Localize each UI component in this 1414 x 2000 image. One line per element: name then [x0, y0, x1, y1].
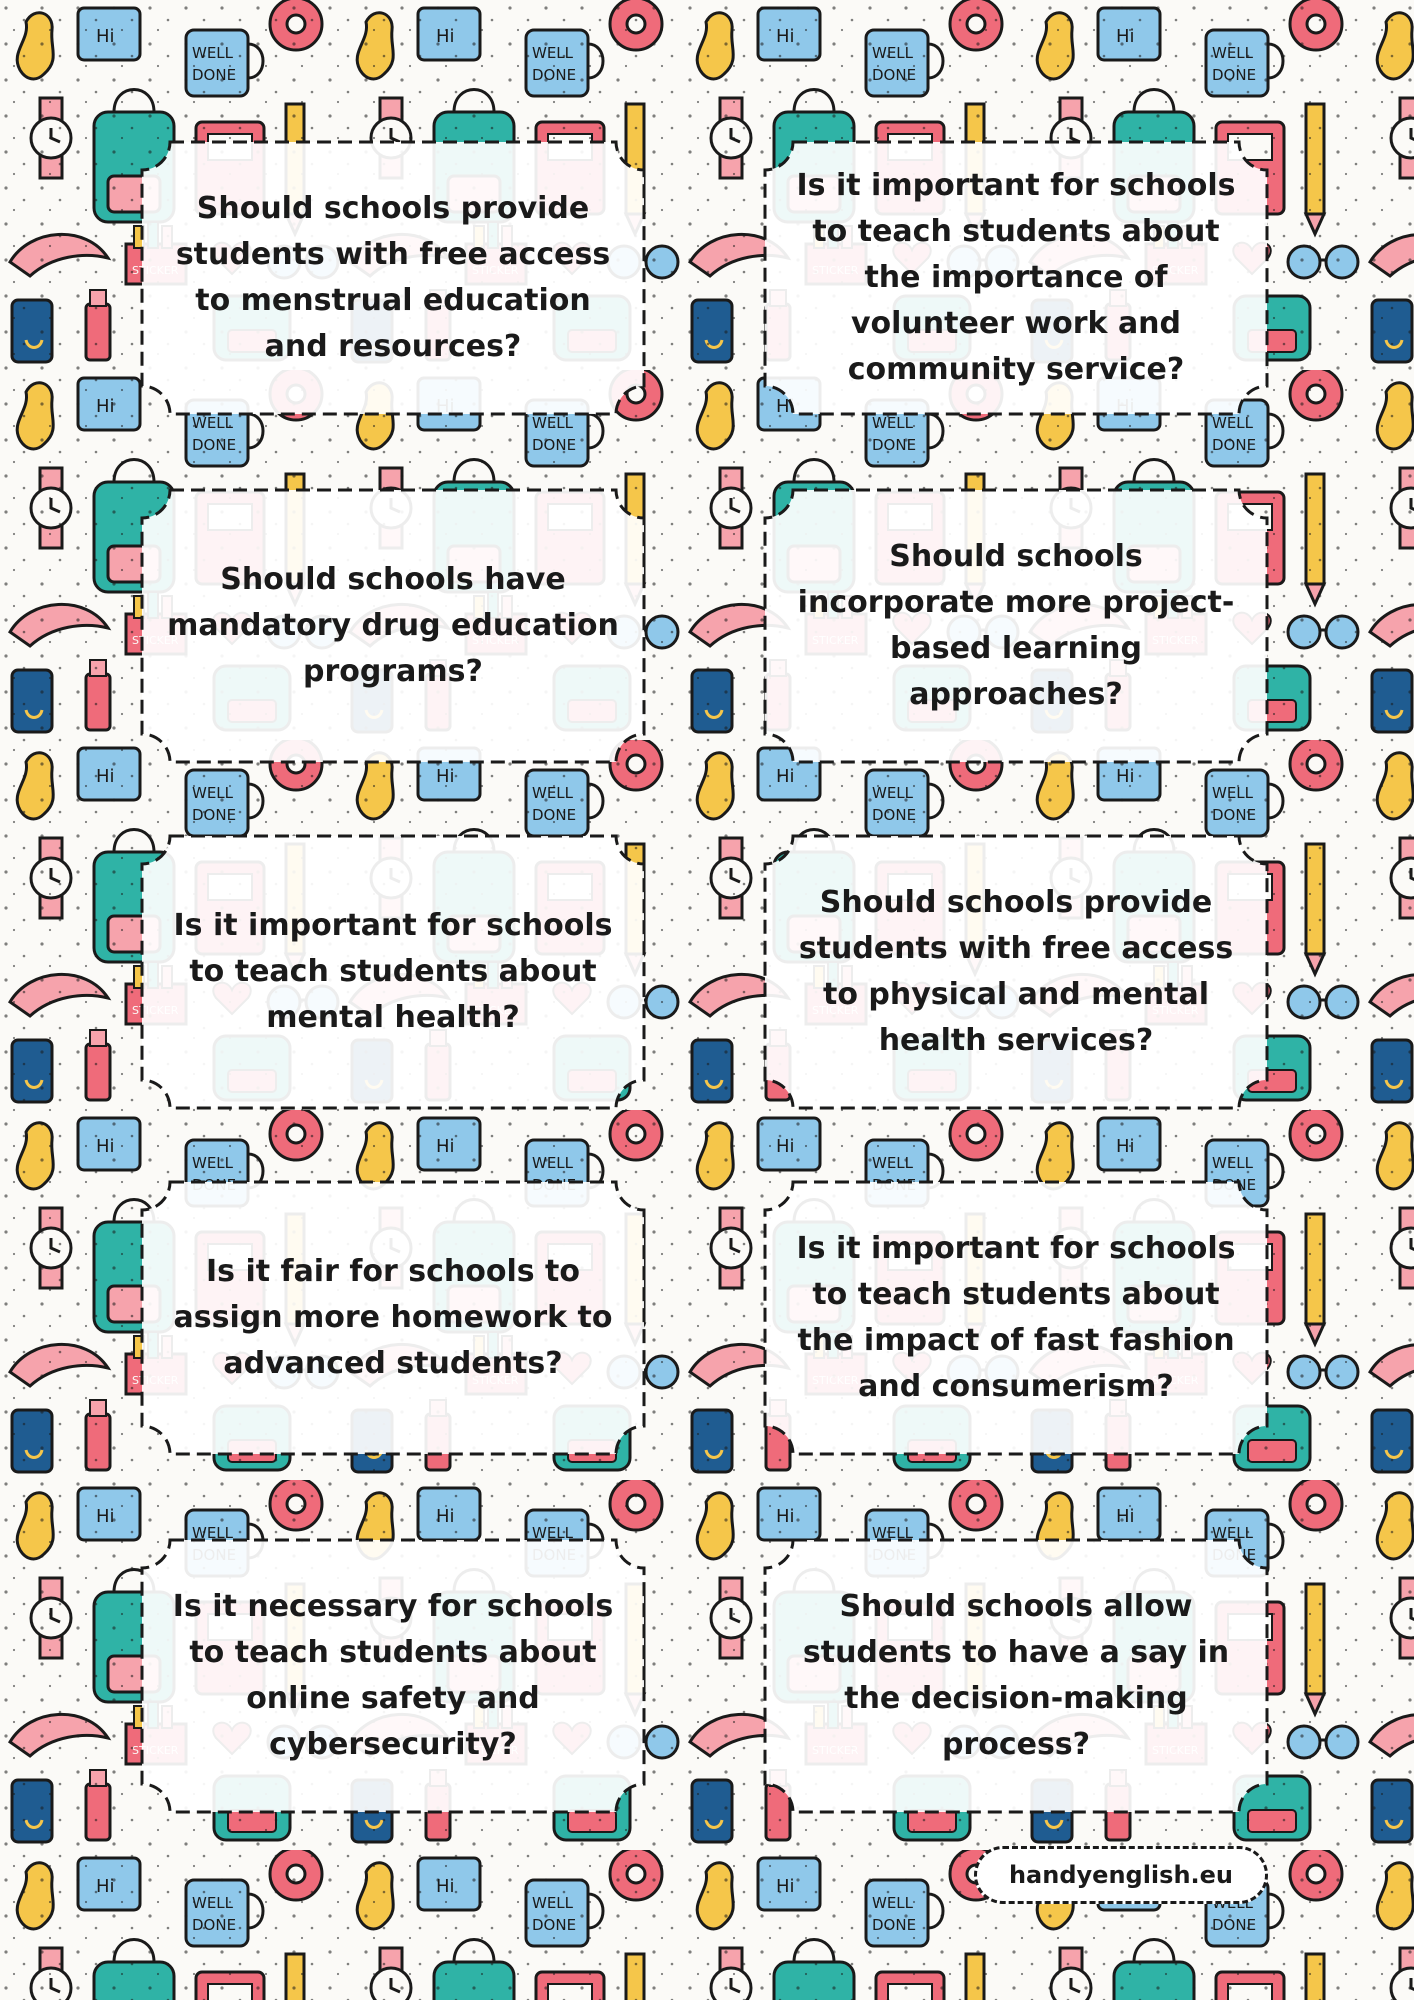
question-card-2 — [765, 142, 1267, 414]
question-text: Is it important for schools to teach students about the impact of fast fashion and consumerism? — [796, 1231, 1236, 1404]
question-card-9 — [142, 1540, 644, 1812]
question-text: Should schools allow students to have a say in the decision-making process? — [802, 1589, 1230, 1762]
question-text: Should schools have mandatory drug education programs? — [167, 562, 619, 689]
question-text: Should schools provide students with free access to physical and mental health services? — [798, 885, 1234, 1058]
question-text: Should schools provide students with free access to menstrual education and resources? — [175, 191, 611, 364]
question-card-3 — [142, 490, 644, 762]
question-text: Is it important for schools to teach students about mental health? — [173, 908, 613, 1035]
question-card-10 — [765, 1540, 1267, 1812]
question-text: Is it fair for schools to assign more homework to advanced students? — [173, 1254, 613, 1381]
question-text: Is it necessary for schools to teach students about online safety and cybersecurity? — [172, 1589, 614, 1762]
question-card-1 — [142, 142, 644, 414]
question-card-5 — [142, 836, 644, 1108]
question-card-6 — [765, 836, 1267, 1108]
question-text: Should schools incorporate more project-based learning approaches? — [797, 539, 1235, 712]
question-card-7 — [142, 1182, 644, 1454]
question-text: Is it important for schools to teach students about the importance of volunteer work and community service? — [796, 168, 1236, 387]
website-footer-link[interactable]: handyenglish.eu — [974, 1846, 1268, 1904]
question-card-8 — [765, 1182, 1267, 1454]
question-card-4 — [765, 490, 1267, 762]
